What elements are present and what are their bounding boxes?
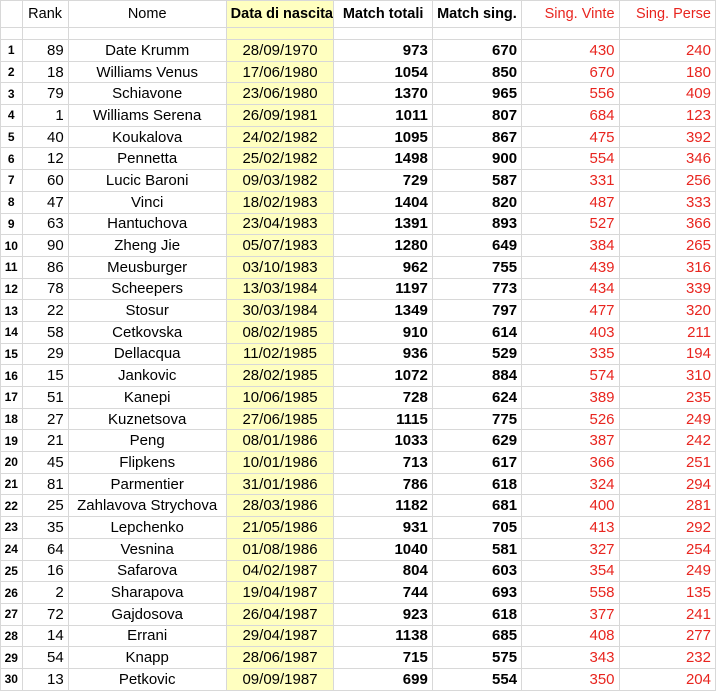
cell-match-sing[interactable]: 681 [432,495,521,517]
cell-data-di-nascita[interactable]: 28/02/1985 [226,365,334,387]
cell-match-sing[interactable]: 670 [432,40,521,62]
cell-data-di-nascita[interactable]: 21/05/1986 [226,517,334,539]
cell-match-sing[interactable]: 807 [432,105,521,127]
cell-rank[interactable]: 45 [22,452,68,474]
cell-sing-perse[interactable]: 242 [619,430,715,452]
table-row [1,170,716,192]
cell-sing-perse[interactable]: 333 [619,191,715,213]
cell-match-sing[interactable]: 618 [432,603,521,625]
cell-data-di-nascita[interactable]: 04/02/1987 [226,560,334,582]
table-body [1,1,716,691]
cell-sing-perse[interactable]: 249 [619,560,715,582]
empty-cell[interactable] [432,28,521,40]
table-row [1,40,716,62]
cell-sing-vinte[interactable]: 439 [522,256,619,278]
cell-data-di-nascita[interactable]: 18/02/1983 [226,191,334,213]
cell-match-sing[interactable]: 900 [432,148,521,170]
cell-match-sing[interactable]: 649 [432,235,521,257]
cell-rank[interactable]: 40 [22,126,68,148]
blank-row [1,28,716,40]
cell-nome[interactable]: Errani [68,625,226,647]
cell-match-sing[interactable]: 618 [432,473,521,495]
table-row [1,83,716,105]
cell-data-di-nascita[interactable]: 03/10/1983 [226,256,334,278]
cell-match-totali[interactable]: 1404 [334,191,432,213]
cell-data-di-nascita[interactable]: 05/07/1983 [226,235,334,257]
cell-match-totali[interactable]: 973 [334,40,432,62]
cell-data-di-nascita[interactable]: 28/09/1970 [226,40,334,62]
cell-match-totali[interactable]: 1054 [334,61,432,83]
cell-nome[interactable]: Scheepers [68,278,226,300]
empty-cell[interactable] [522,28,619,40]
cell-index[interactable]: 9 [1,213,23,235]
cell-data-di-nascita[interactable]: 10/06/1985 [226,387,334,409]
table-row [1,256,716,278]
cell-sing-vinte[interactable]: 327 [522,538,619,560]
cell-match-totali[interactable]: 744 [334,582,432,604]
cell-match-sing[interactable]: 685 [432,625,521,647]
cell-sing-vinte[interactable]: 526 [522,408,619,430]
cell-data-di-nascita[interactable]: 25/02/1982 [226,148,334,170]
cell-index[interactable]: 19 [1,430,23,452]
table-row [1,582,716,604]
cell-rank[interactable]: 58 [22,321,68,343]
cell-sing-vinte[interactable]: 475 [522,126,619,148]
table-row [1,430,716,452]
cell-data-di-nascita[interactable]: 17/06/1980 [226,61,334,83]
cell-sing-perse[interactable]: 135 [619,582,715,604]
table-row [1,538,716,560]
cell-data-di-nascita[interactable]: 24/02/1982 [226,126,334,148]
table-row [1,235,716,257]
cell-index[interactable]: 8 [1,191,23,213]
cell-nome[interactable]: Cetkovska [68,321,226,343]
cell-match-sing[interactable]: 850 [432,61,521,83]
cell-data-di-nascita[interactable]: 01/08/1986 [226,538,334,560]
cell-match-totali[interactable]: 1498 [334,148,432,170]
cell-sing-perse[interactable]: 211 [619,321,715,343]
cell-index[interactable]: 15 [1,343,23,365]
cell-sing-perse[interactable]: 180 [619,61,715,83]
table-row [1,148,716,170]
cell-sing-perse[interactable]: 310 [619,365,715,387]
cell-rank[interactable]: 72 [22,603,68,625]
cell-nome[interactable]: Lepchenko [68,517,226,539]
table-row [1,343,716,365]
cell-nome[interactable]: Kuznetsova [68,408,226,430]
cell-match-totali[interactable]: 1391 [334,213,432,235]
cell-rank[interactable]: 81 [22,473,68,495]
cell-nome[interactable]: Peng [68,430,226,452]
cell-nome[interactable]: Pennetta [68,148,226,170]
cell-match-totali[interactable]: 1040 [334,538,432,560]
cell-sing-perse[interactable]: 256 [619,170,715,192]
table-row [1,126,716,148]
cell-rank[interactable]: 15 [22,365,68,387]
empty-cell[interactable] [334,28,432,40]
cell-index[interactable]: 20 [1,452,23,474]
cell-index[interactable]: 25 [1,560,23,582]
cell-match-totali[interactable]: 715 [334,647,432,669]
empty-cell[interactable] [22,28,68,40]
cell-match-sing[interactable]: 797 [432,300,521,322]
header-sing-vinte[interactable]: Sing. Vinte [522,1,619,28]
cell-sing-perse[interactable]: 281 [619,495,715,517]
cell-rank[interactable]: 63 [22,213,68,235]
cell-sing-perse[interactable]: 316 [619,256,715,278]
cell-match-totali[interactable]: 1280 [334,235,432,257]
cell-match-totali[interactable]: 786 [334,473,432,495]
header-index[interactable] [1,1,23,28]
cell-match-sing[interactable]: 775 [432,408,521,430]
cell-nome[interactable]: Schiavone [68,83,226,105]
cell-match-totali[interactable]: 910 [334,321,432,343]
cell-match-sing[interactable]: 884 [432,365,521,387]
cell-index[interactable]: 14 [1,321,23,343]
cell-match-sing[interactable]: 624 [432,387,521,409]
cell-sing-perse[interactable]: 265 [619,235,715,257]
cell-sing-vinte[interactable]: 408 [522,625,619,647]
cell-match-sing[interactable]: 965 [432,83,521,105]
cell-rank[interactable]: 64 [22,538,68,560]
cell-sing-perse[interactable]: 339 [619,278,715,300]
table-row [1,625,716,647]
table-row [1,603,716,625]
table-row [1,517,716,539]
cell-nome[interactable]: Sharapova [68,582,226,604]
cell-nome[interactable]: Lucic Baroni [68,170,226,192]
cell-match-totali[interactable]: 1138 [334,625,432,647]
cell-index[interactable]: 13 [1,300,23,322]
cell-rank[interactable]: 2 [22,582,68,604]
cell-match-totali[interactable]: 936 [334,343,432,365]
table-row [1,495,716,517]
cell-match-totali[interactable]: 962 [334,256,432,278]
cell-match-totali[interactable]: 713 [334,452,432,474]
cell-rank[interactable]: 18 [22,61,68,83]
cell-match-sing[interactable]: 581 [432,538,521,560]
cell-rank[interactable]: 14 [22,625,68,647]
cell-index[interactable]: 2 [1,61,23,83]
cell-data-di-nascita[interactable]: 13/03/1984 [226,278,334,300]
cell-sing-perse[interactable]: 294 [619,473,715,495]
table-row [1,300,716,322]
cell-rank[interactable]: 21 [22,430,68,452]
cell-data-di-nascita[interactable]: 28/06/1987 [226,647,334,669]
cell-rank[interactable]: 51 [22,387,68,409]
cell-sing-perse[interactable]: 277 [619,625,715,647]
cell-rank[interactable]: 60 [22,170,68,192]
cell-sing-vinte[interactable]: 324 [522,473,619,495]
cell-nome[interactable]: Stosur [68,300,226,322]
table-row [1,560,716,582]
cell-match-totali[interactable]: 1095 [334,126,432,148]
cell-rank[interactable]: 22 [22,300,68,322]
cell-sing-vinte[interactable]: 389 [522,387,619,409]
table-row [1,278,716,300]
cell-rank[interactable]: 89 [22,40,68,62]
cell-match-sing[interactable]: 705 [432,517,521,539]
empty-cell[interactable] [226,28,334,40]
cell-nome[interactable]: Flipkens [68,452,226,474]
cell-sing-perse[interactable]: 194 [619,343,715,365]
cell-sing-vinte[interactable]: 343 [522,647,619,669]
table-row [1,191,716,213]
cell-rank[interactable]: 35 [22,517,68,539]
cell-data-di-nascita[interactable]: 31/01/1986 [226,473,334,495]
cell-match-sing[interactable]: 893 [432,213,521,235]
cell-match-totali[interactable]: 1072 [334,365,432,387]
table-row [1,473,716,495]
cell-sing-vinte[interactable]: 387 [522,430,619,452]
cell-nome[interactable]: Knapp [68,647,226,669]
empty-cell[interactable] [619,28,715,40]
cell-match-sing[interactable]: 755 [432,256,521,278]
cell-index[interactable]: 16 [1,365,23,387]
cell-match-totali[interactable]: 931 [334,517,432,539]
cell-data-di-nascita[interactable]: 09/09/1987 [226,668,334,690]
cell-sing-perse[interactable]: 251 [619,452,715,474]
cell-match-totali[interactable]: 1033 [334,430,432,452]
cell-nome[interactable]: Meusburger [68,256,226,278]
cell-data-di-nascita[interactable]: 10/01/1986 [226,452,334,474]
cell-rank[interactable]: 29 [22,343,68,365]
cell-index[interactable]: 24 [1,538,23,560]
cell-sing-vinte[interactable]: 684 [522,105,619,127]
cell-match-sing[interactable]: 575 [432,647,521,669]
cell-nome[interactable]: Vesnina [68,538,226,560]
cell-match-totali[interactable]: 804 [334,560,432,582]
cell-match-sing[interactable]: 587 [432,170,521,192]
cell-sing-vinte[interactable]: 670 [522,61,619,83]
table-row [1,452,716,474]
cell-rank[interactable]: 16 [22,560,68,582]
cell-match-sing[interactable]: 629 [432,430,521,452]
cell-sing-vinte[interactable]: 434 [522,278,619,300]
cell-nome[interactable]: Zheng Jie [68,235,226,257]
cell-data-di-nascita[interactable]: 08/02/1985 [226,321,334,343]
cell-sing-vinte[interactable]: 384 [522,235,619,257]
cell-index[interactable]: 29 [1,647,23,669]
cell-sing-perse[interactable]: 409 [619,83,715,105]
cell-data-di-nascita[interactable]: 29/04/1987 [226,625,334,647]
cell-sing-perse[interactable]: 232 [619,647,715,669]
table-row [1,387,716,409]
cell-nome[interactable]: Vinci [68,191,226,213]
cell-nome[interactable]: Zahlavova Strychova [68,495,226,517]
cell-data-di-nascita[interactable]: 19/04/1987 [226,582,334,604]
cell-match-sing[interactable]: 867 [432,126,521,148]
cell-index[interactable]: 7 [1,170,23,192]
cell-index[interactable]: 30 [1,668,23,690]
cell-rank[interactable]: 13 [22,668,68,690]
cell-rank[interactable]: 78 [22,278,68,300]
cell-match-sing[interactable]: 603 [432,560,521,582]
cell-index[interactable]: 26 [1,582,23,604]
cell-match-sing[interactable]: 614 [432,321,521,343]
cell-index[interactable]: 12 [1,278,23,300]
cell-data-di-nascita[interactable]: 26/09/1981 [226,105,334,127]
cell-index[interactable]: 27 [1,603,23,625]
cell-sing-vinte[interactable]: 403 [522,321,619,343]
cell-rank[interactable]: 86 [22,256,68,278]
cell-nome[interactable]: Koukalova [68,126,226,148]
cell-nome[interactable]: Williams Serena [68,105,226,127]
cell-index[interactable]: 11 [1,256,23,278]
cell-match-sing[interactable]: 773 [432,278,521,300]
cell-nome[interactable]: Safarova [68,560,226,582]
cell-match-totali[interactable]: 1349 [334,300,432,322]
cell-rank[interactable]: 47 [22,191,68,213]
cell-index[interactable]: 1 [1,40,23,62]
cell-sing-vinte[interactable]: 554 [522,148,619,170]
cell-sing-perse[interactable]: 366 [619,213,715,235]
cell-match-totali[interactable]: 923 [334,603,432,625]
cell-data-di-nascita[interactable]: 26/04/1987 [226,603,334,625]
cell-nome[interactable]: Parmentier [68,473,226,495]
cell-nome[interactable]: Date Krumm [68,40,226,62]
cell-nome[interactable]: Petkovic [68,668,226,690]
cell-sing-vinte[interactable]: 487 [522,191,619,213]
table-row [1,321,716,343]
cell-rank[interactable]: 79 [22,83,68,105]
header-match-totali[interactable]: Match totali [334,1,432,28]
cell-sing-vinte[interactable]: 366 [522,452,619,474]
cell-index[interactable]: 6 [1,148,23,170]
table-row [1,61,716,83]
cell-nome[interactable]: Dellacqua [68,343,226,365]
cell-index[interactable]: 18 [1,408,23,430]
cell-rank[interactable]: 90 [22,235,68,257]
table-row [1,668,716,690]
cell-match-sing[interactable]: 617 [432,452,521,474]
cell-sing-vinte[interactable]: 556 [522,83,619,105]
cell-match-totali[interactable]: 1370 [334,83,432,105]
cell-sing-perse[interactable]: 240 [619,40,715,62]
cell-index[interactable]: 21 [1,473,23,495]
cell-sing-perse[interactable]: 292 [619,517,715,539]
header-sing-perse[interactable]: Sing. Perse [619,1,715,28]
cell-data-di-nascita[interactable]: 23/04/1983 [226,213,334,235]
cell-index[interactable]: 28 [1,625,23,647]
cell-sing-perse[interactable]: 249 [619,408,715,430]
header-match-sing[interactable]: Match sing. [432,1,521,28]
cell-data-di-nascita[interactable]: 08/01/1986 [226,430,334,452]
cell-match-sing[interactable]: 820 [432,191,521,213]
cell-nome[interactable]: Williams Venus [68,61,226,83]
empty-cell[interactable] [68,28,226,40]
cell-data-di-nascita[interactable]: 27/06/1985 [226,408,334,430]
cell-rank[interactable]: 54 [22,647,68,669]
header-nome[interactable]: Nome [68,1,226,28]
cell-sing-vinte[interactable]: 413 [522,517,619,539]
cell-index[interactable]: 22 [1,495,23,517]
cell-rank[interactable]: 25 [22,495,68,517]
cell-sing-perse[interactable]: 320 [619,300,715,322]
cell-rank[interactable]: 12 [22,148,68,170]
cell-sing-perse[interactable]: 392 [619,126,715,148]
cell-sing-vinte[interactable]: 477 [522,300,619,322]
cell-sing-vinte[interactable]: 558 [522,582,619,604]
cell-nome[interactable]: Kanepi [68,387,226,409]
cell-nome[interactable]: Hantuchova [68,213,226,235]
header-data-di-nascita[interactable]: Data di nascita [226,1,334,28]
cell-index[interactable]: 17 [1,387,23,409]
cell-sing-vinte[interactable]: 430 [522,40,619,62]
cell-data-di-nascita[interactable]: 09/03/1982 [226,170,334,192]
cell-match-totali[interactable]: 1197 [334,278,432,300]
cell-match-totali[interactable]: 729 [334,170,432,192]
cell-sing-vinte[interactable]: 331 [522,170,619,192]
cell-rank[interactable]: 27 [22,408,68,430]
cell-sing-perse[interactable]: 235 [619,387,715,409]
cell-match-totali[interactable]: 699 [334,668,432,690]
table-row [1,647,716,669]
cell-sing-vinte[interactable]: 400 [522,495,619,517]
cell-sing-perse[interactable]: 254 [619,538,715,560]
empty-cell[interactable] [1,28,23,40]
cell-sing-vinte[interactable]: 377 [522,603,619,625]
cell-data-di-nascita[interactable]: 30/03/1984 [226,300,334,322]
header-rank[interactable]: Rank [22,1,68,28]
cell-data-di-nascita[interactable]: 23/06/1980 [226,83,334,105]
header-row [1,1,716,28]
cell-match-sing[interactable]: 529 [432,343,521,365]
cell-index[interactable]: 10 [1,235,23,257]
cell-sing-vinte[interactable]: 335 [522,343,619,365]
cell-nome[interactable]: Jankovic [68,365,226,387]
cell-sing-perse[interactable]: 241 [619,603,715,625]
cell-sing-perse[interactable]: 204 [619,668,715,690]
cell-nome[interactable]: Gajdosova [68,603,226,625]
cell-index[interactable]: 5 [1,126,23,148]
cell-sing-vinte[interactable]: 354 [522,560,619,582]
cell-match-totali[interactable]: 1115 [334,408,432,430]
cell-match-totali[interactable]: 1182 [334,495,432,517]
cell-data-di-nascita[interactable]: 28/03/1986 [226,495,334,517]
table-row [1,213,716,235]
cell-data-di-nascita[interactable]: 11/02/1985 [226,343,334,365]
cell-index[interactable]: 23 [1,517,23,539]
cell-index[interactable]: 4 [1,105,23,127]
table-row [1,365,716,387]
cell-sing-vinte[interactable]: 527 [522,213,619,235]
cell-index[interactable]: 3 [1,83,23,105]
cell-sing-vinte[interactable]: 574 [522,365,619,387]
cell-match-totali[interactable]: 1011 [334,105,432,127]
cell-sing-perse[interactable]: 123 [619,105,715,127]
cell-rank[interactable]: 1 [22,105,68,127]
table-row [1,408,716,430]
table-row [1,105,716,127]
cell-match-sing[interactable]: 554 [432,668,521,690]
cell-match-sing[interactable]: 693 [432,582,521,604]
cell-match-totali[interactable]: 728 [334,387,432,409]
cell-sing-perse[interactable]: 346 [619,148,715,170]
cell-sing-vinte[interactable]: 350 [522,668,619,690]
